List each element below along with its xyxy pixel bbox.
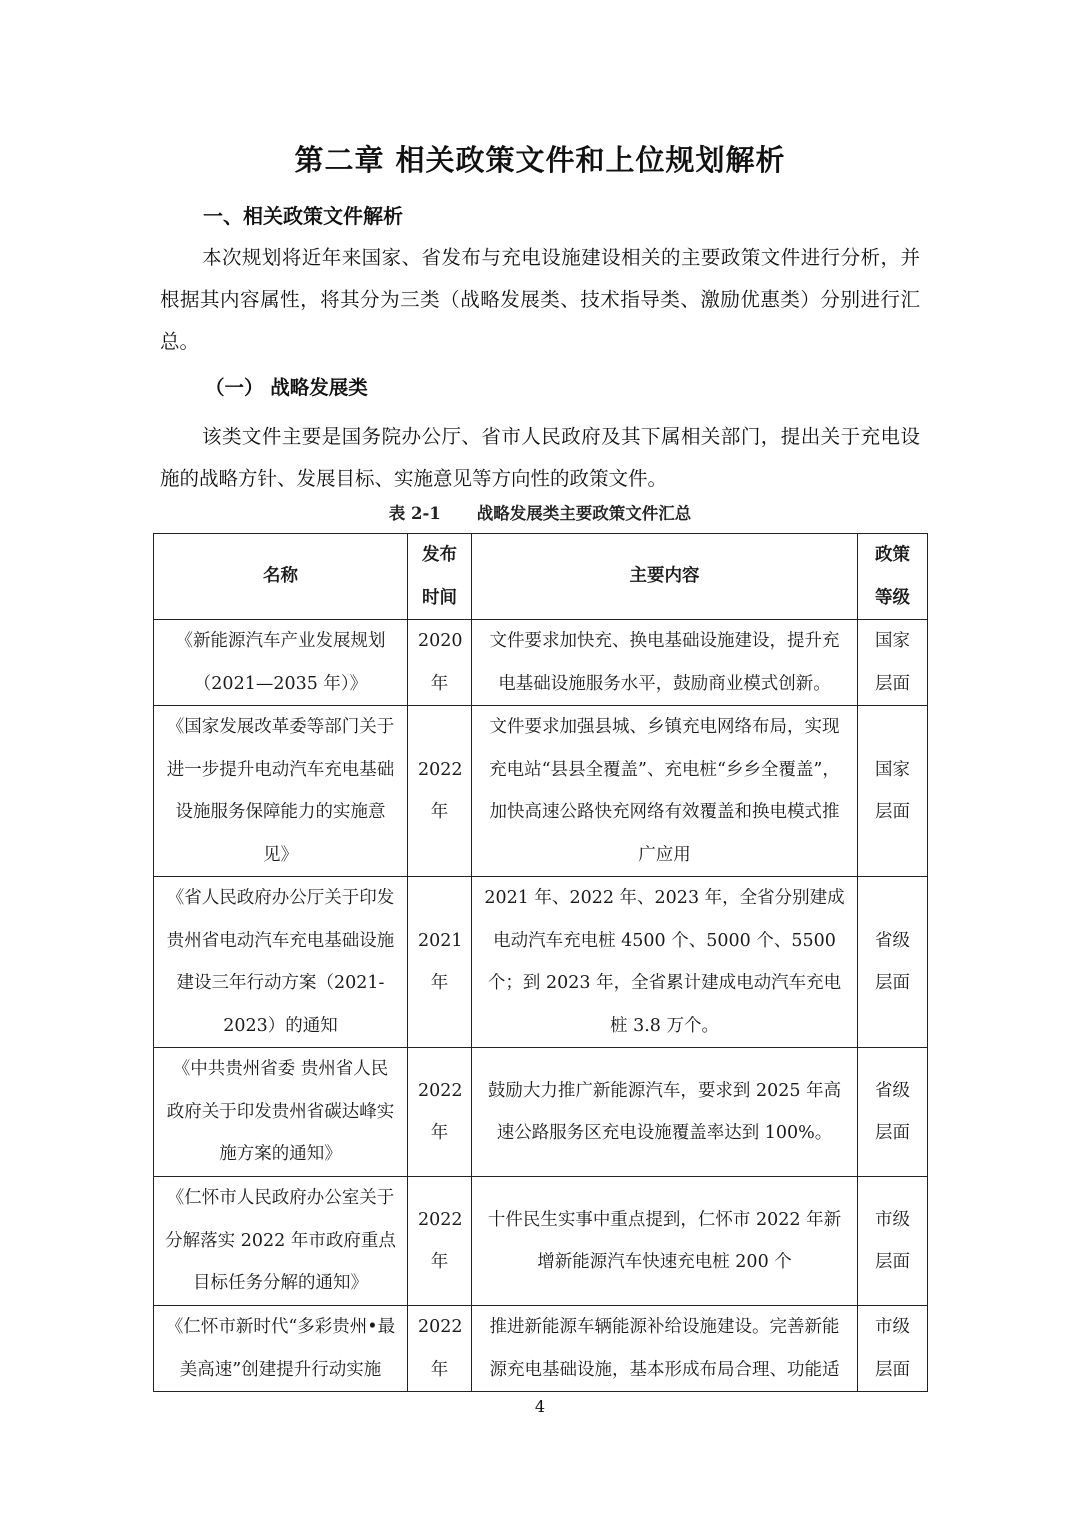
subsection-paragraph: 该类文件主要是国务院办公厅、省市人民政府及其下属相关部门，提出关于充电设施的战略方针、发展目标、实施意见等方向性的政策文件。 xyxy=(160,425,920,490)
row-content: 十件民生实事中重点提到，仁怀市 2022 年新增新能源汽车快速充电桩 200 个 xyxy=(472,1177,858,1306)
table-row xyxy=(154,1048,928,1177)
table-row xyxy=(154,877,928,1048)
table-header-row xyxy=(154,534,928,620)
row-name: 《仁怀市人民政府办公室关于分解落实 2022 年市政府重点目标任务分解的通知》 xyxy=(154,1177,408,1306)
page-number: 4 xyxy=(534,1397,546,1416)
row-level: 市级层面 xyxy=(858,1177,928,1306)
row-name: 《中共贵州省委 贵州省人民政府关于印发贵州省碳达峰实施方案的通知》 xyxy=(154,1048,408,1177)
table-row xyxy=(154,1306,928,1392)
row-time: 2020 年 xyxy=(408,620,472,706)
row-content: 鼓励大力推广新能源汽车，要求到 2025 年高速公路服务区充电设施覆盖率达到 100%。 xyxy=(472,1048,858,1177)
section-heading: 一、相关政策文件解析 xyxy=(203,204,403,228)
table-row xyxy=(154,620,928,706)
header-name: 名称 xyxy=(154,534,408,620)
row-level: 市级层面 xyxy=(858,1306,928,1392)
row-content: 推进新能源车辆能源补给设施建设。完善新能源充电基础设施，基本形成布局合理、功能适 xyxy=(472,1306,858,1392)
row-name: 《仁怀市新时代“多彩贵州•最美高速”创建提升行动实施 xyxy=(154,1306,408,1392)
row-level: 国家层面 xyxy=(858,706,928,877)
row-time: 2022 年 xyxy=(408,1177,472,1306)
header-time: 发布时间 xyxy=(408,534,472,620)
row-level: 省级层面 xyxy=(858,1048,928,1177)
header-level: 政策等级 xyxy=(858,534,928,620)
table-caption-title: 战略发展类主要政策文件汇总 xyxy=(476,504,692,523)
table-row xyxy=(154,706,928,877)
intro-paragraph: 本次规划将近年来国家、省发布与充电设施建设相关的主要政策文件进行分析，并根据其内容属性，将其分为三类（战略发展类、技术指导类、激励优惠类）分别进行汇总。 xyxy=(160,246,920,353)
row-name: 《新能源汽车产业发展规划（2021—2035 年）》 xyxy=(154,620,408,706)
row-content: 2021 年、2022 年、2023 年，全省分别建成电动汽车充电桩 4500 个、5000 个、5500 个；到 2023 年，全省累计建成电动汽车充电桩 3.8 万个。 xyxy=(472,877,858,1048)
row-content: 文件要求加强县城、乡镇充电网络布局，实现充电站“县县全覆盖”、充电桩“乡乡全覆盖”，加快高速公路快充网络有效覆盖和换电模式推广应用 xyxy=(472,706,858,877)
row-level: 国家层面 xyxy=(858,620,928,706)
table-caption-number: 表 2-1 xyxy=(388,504,441,523)
chapter-title: 第二章 相关政策文件和上位规划解析 xyxy=(294,143,786,177)
row-name: 《国家发展改革委等部门关于进一步提升电动汽车充电基础设施服务保障能力的实施意见》 xyxy=(154,706,408,877)
table-caption xyxy=(0,500,1080,524)
row-time: 2022 年 xyxy=(408,1306,472,1392)
subsection-heading: （一） 战略发展类 xyxy=(205,376,368,399)
row-level: 省级层面 xyxy=(858,877,928,1048)
row-time: 2021 年 xyxy=(408,877,472,1048)
row-time: 2022 年 xyxy=(408,706,472,877)
table-row xyxy=(154,1177,928,1306)
row-content: 文件要求加快充、换电基础设施建设，提升充电基础设施服务水平，鼓励商业模式创新。 xyxy=(472,620,858,706)
row-time: 2022 年 xyxy=(408,1048,472,1177)
header-content: 主要内容 xyxy=(472,534,858,620)
policy-table xyxy=(153,533,928,1392)
row-name: 《省人民政府办公厅关于印发贵州省电动汽车充电基础设施建设三年行动方案（2021-2023）的通知 xyxy=(154,877,408,1048)
